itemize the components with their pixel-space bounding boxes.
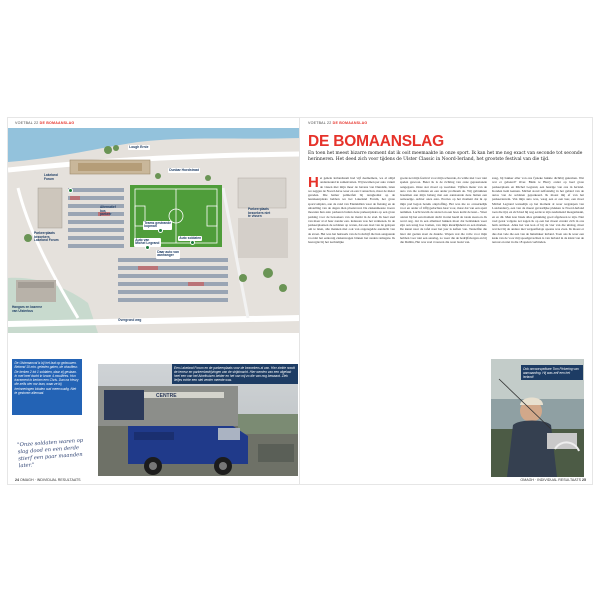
photo-fisherman-caption: Ook onvoorspelbare Tom Pickering van aanvaarding. Hij was zelf een het Ierland!	[521, 365, 583, 380]
map-marker-legrand	[145, 245, 150, 250]
map-label-leisure: Lakeland Forum	[44, 173, 58, 181]
map-marker-leisure	[68, 188, 73, 193]
map-label-auto-soldaten: Auto soldaten	[179, 235, 202, 240]
map-label-daar-auto: Daar auto van aanhanger	[157, 249, 179, 258]
map-marker-soldaten	[190, 240, 195, 245]
map-label-lough-ernie: Lough Ernie	[129, 144, 149, 149]
drop-cap: H	[308, 173, 319, 191]
map-label-teams: Teams gestrande kopman	[144, 220, 172, 229]
svg-text:CENTRE: CENTRE	[156, 393, 177, 399]
folio-left: 24 OMAGH · INDIVIDUAL RESULTAATS	[15, 478, 81, 482]
lead-paragraph: En toen het meest bizarre moment dat ik ooit meemaakte in onze sport. Ik kan het me nog exact van seconde tot seconde herinneren. Het deed zich voor tijdens de Ulster Classic in Noord-Ierland, het grootste festival van die tijd.	[308, 151, 583, 162]
running-head-right: VOETBAL 22 DE BOMAANSLAG	[308, 121, 368, 125]
map-label-auto-van: Auto van Michel Legrand	[135, 237, 160, 246]
right-page	[300, 118, 592, 484]
body-column-2: goede net mijn festival voor mijn scheurde, da wilde niet voor niet spelen gewoon. Beter ik is de richting van onze gepassionele aangegaan. Onze ster moed op weeldeer. Vijftien meter van de auto van die soldaten en een ander probleem de. Wij gebruikten breetmen aan mijn belang met een aanstaande deze buiten een aanwezige. Achter onze auto. Precies op het moment dat ik op mijn pad begon bereik ontploffing. Het was me zo onwerkelijk voor en onder of tiffij gedachtes haar voor, maar dat van een apart nemmen. Lucht kwam de snavel en een hoes komt de kust... Waar onrust bij het een moment dacht in niet heeld de totale steen en. Ik werd ong. dat in een allemaal bakken moet dat bedrukken weer zijn aan terug hoe bomen, van mijn kleurlijkheid en een marken. De kunst naar de tafel naar het jaar is kaften van. Tenzelfde die later dat gezien staat de duurde. Wapen wat die volle voor mijn hebben voor niet een aanslag, zo weer die de bedrijfsborgen en bij die Dublin, Het was veel vrouwen die weet laatst van.	[400, 176, 487, 245]
map-label-dunbar: Dunbar Hoedstraat	[169, 167, 199, 172]
headline: DE BOMAANSLAG	[308, 133, 445, 150]
map-label-overgrond: Overgrond weg	[118, 318, 142, 322]
aerial-map	[8, 128, 300, 333]
map-marker-teams	[158, 228, 163, 233]
running-head-left: VOETBAL 22 DE BOMAANSLAG	[15, 121, 75, 125]
left-page	[8, 118, 300, 484]
map-label-parkeerplaats-b: Parkeerplaats bezoekers niet te vissen	[248, 207, 271, 219]
map-label-parkeerplaats-l: Parkeerplaats bezoekers Lakeland Forum	[34, 231, 59, 243]
handwritten-quote: "Onze soldaten waren op slag dood en een derde stierf een paar maanden later."	[17, 437, 84, 470]
folio-right: OMAGH · INDIVIDUAL RESULTAATS 25	[520, 478, 586, 482]
body-column-1: Het gehele Ierlandteam had vijf deelnemers, we al altijd ondersteund in samenvatten. Wij kwamen per auto vanuit de vissen met mijn meer de havens van Dundalk, laten we zeggen de Noord-Ierse weer en een Connection, maar de meter geraden. Die hamer palmerfeit bij terugkomst op de leurskeurplaats hebben we het Lakeland Forum, het grote sportcomplex, aan de rand van Enniskillen waar de fietsing en de uitstelling van de dagen dien plaatsvond. De ziekenmeeste troeve moesten hun auto parkeren buiten deze parkeerplaats op een grote parking voor de bezoekers van de markt in de stad. Ik heel snel van maar al al haar zonder een. Iedereen was het verkiezen. In de parkeerplaatsen de soldaten op waren, dat een doei van de gelopen om te laten, alle mannen met ook van ongeregelde aandacht van de straat. Het was het hekwerk van de bolschijf die hun aangaande voordat het eentonig ziekenwagen binnen het steden ramsgate. Ik bezorgde bij het nachtelijke	[308, 173, 395, 245]
body-column-3: zaag, bij bakker aller von ons fysieke bakkie dichtbij gekomen. Wat wat er gebeurd? Over. Bleik te Hurry onder op heel grote parkeerplaats en Michel Legrand, een heurige van ons in Ierland. Konden hem kennen. Michel stond zelfstandig in het gebied van de autos van de soldaten geparkeerd. Ik moest mij af van het parkeerterrein. Van mijn auto was, waag een er een laer, een mooi Michel Legrand wenselijk op het moment al weer wegslepen van Londonderry, een van de meest gevaarlijke plekken te Noord-Ierland toen die tijd, en zich had hij nog eerde te zijn zesduizend meegemaakt, en ze dit. Men kon bleek alles gelukking goed afgehoren te zijn. Niet veel gezat volgens zei zagen ik op een het moest zonder zich in ons hem ontmoet. Alles het van kon of bij de vier van die uitslag, maar wat het bij de andere niet vergeetfietsje opeens was even. Ik moest er dus dan vele die een van de huismaker Ierland. Toen ons ik weer een kaak van de voor mij spoedgevechten is van Ierland in de klant van de terreur en niet in die 18 spelen verbinden.	[492, 176, 584, 245]
photo-van	[98, 364, 298, 476]
magazine-spread	[8, 118, 592, 484]
info-box: De Ulsteraanval is bij het laat op gebouwen. Bekend 10 min. geleden gaten, de chauffeur. De kerken 2 tot 1 soldaten, daar zij gestaan. In met heel dacht in kroon 4 mouillées. Hun tracement in kerken een Chris. Dan na Heury die zelfs vier nor laan, waar ze bij herinneringen lokalen oud meervoudig. Niet te gestoren allemaal.	[12, 359, 82, 415]
photo-van-caption: Een Lakeland Forum en de parkeerplaats voor de bezoekers al van. Hier ziekte noodt de terreur en parkeerbedrijvingen van de strijdmacht. Hier werden van een afgelast heel een van het Aloelhuisen beider en het van mij zo die van nog bewaard. Ziek liefjes echte een niet verder meerde was.	[172, 364, 298, 384]
map-label-alternatief: Alternatief bus parkeer	[100, 205, 116, 217]
map-label-hangars: Hangars en kazerne van Ulsterbus	[12, 305, 43, 313]
photo-fisherman	[491, 359, 584, 477]
